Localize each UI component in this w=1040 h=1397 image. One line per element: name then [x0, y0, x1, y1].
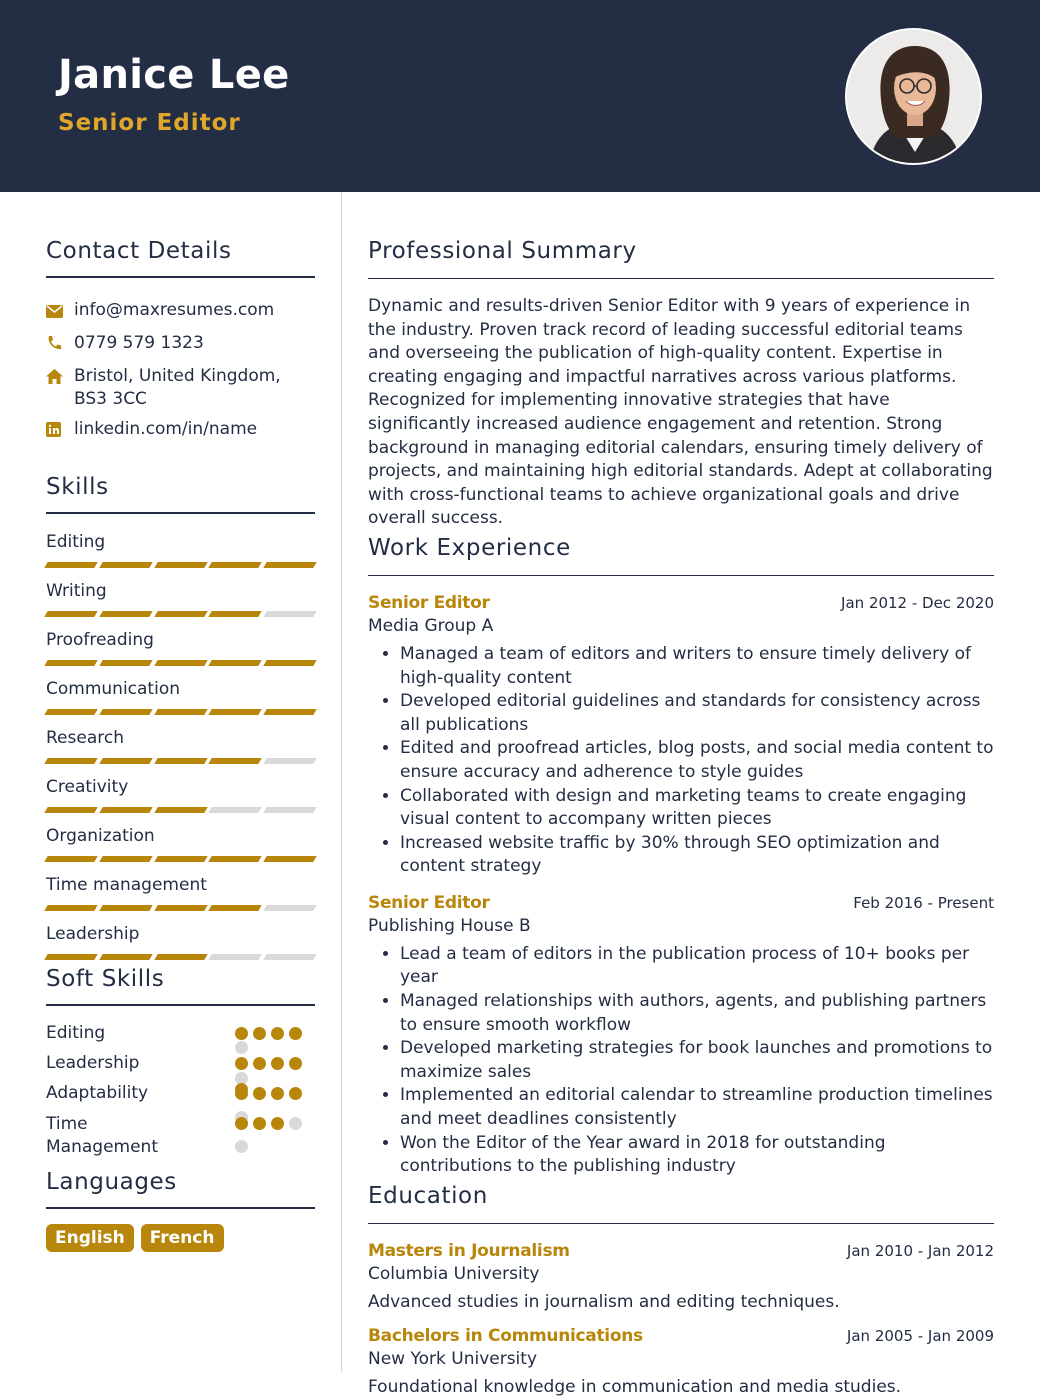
skill-name: Editing: [46, 532, 106, 552]
section-rule: [46, 1207, 315, 1209]
job-bullet: • Developed marketing strategies for book launches and promotions to maximize sales: [400, 1037, 994, 1084]
skill-level-bar: [46, 905, 315, 911]
contact-linkedin-text: linkedin.com/in/name: [74, 419, 258, 439]
skill-segment-filled: [44, 562, 97, 568]
skill-item: [46, 825, 315, 862]
skill-segment-filled: [263, 709, 316, 715]
skill-segment-filled: [44, 807, 97, 813]
job-bullet: • Lead a team of editors in the publication process of 10+ books per year: [400, 943, 994, 990]
job-organization: Media Group A: [368, 615, 494, 636]
soft-skill-row: [46, 1023, 315, 1053]
rating-dot: [253, 1027, 266, 1040]
soft-skill-name: Editing: [46, 1023, 106, 1043]
degree-title: Masters in Journalism: [368, 1240, 570, 1261]
rating-dot: [289, 1057, 302, 1070]
rating-dot: [289, 1027, 302, 1040]
rating-dot: [235, 1117, 248, 1130]
candidate-name: Janice Lee: [58, 52, 290, 98]
skills-list: [46, 531, 315, 960]
skill-level-bar: [46, 954, 315, 960]
languages-heading: Languages: [46, 1169, 177, 1195]
skill-level-bar: [46, 709, 315, 715]
skill-segment-filled: [99, 709, 152, 715]
skill-segment-filled: [99, 954, 152, 960]
skill-segment-filled: [209, 758, 262, 764]
soft-skill-rating: [245, 1053, 315, 1077]
skill-level-bar: [46, 856, 315, 862]
languages-section: [46, 1169, 315, 1252]
rating-dot: [271, 1117, 284, 1130]
rating-dot-empty: [289, 1117, 302, 1130]
contact-address-text: Bristol, United Kingdom, BS3 3CC: [74, 366, 281, 409]
soft-skill-row: [46, 1113, 315, 1169]
rating-dot: [271, 1057, 284, 1070]
job-bullet: • Implemented an editorial calendar to streamline production timelines and meet deadlines consistently: [400, 1084, 994, 1131]
skill-item: [46, 531, 315, 568]
contact-heading: Contact Details: [46, 238, 232, 264]
skill-segment-filled: [154, 758, 207, 764]
job-entry: [368, 593, 994, 879]
job-bullets: [400, 943, 994, 1179]
rating-dot-empty: [235, 1140, 248, 1153]
school-name: New York University: [368, 1348, 538, 1369]
skill-segment-filled: [44, 709, 97, 715]
soft-skill-rating: [245, 1023, 315, 1047]
skill-segment-filled: [99, 562, 152, 568]
column-divider: [341, 192, 342, 1372]
job-dates: Feb 2016 - Present: [853, 893, 994, 912]
job-entry: [368, 893, 994, 1179]
skill-item: [46, 776, 315, 813]
experience-heading: Work Experience: [368, 534, 571, 561]
skill-name: Leadership: [46, 924, 140, 944]
skill-segment-filled: [44, 905, 97, 911]
skill-segment-filled: [263, 562, 316, 568]
skill-item: [46, 629, 315, 666]
education-entry: [368, 1326, 994, 1397]
rating-dot: [253, 1057, 266, 1070]
skill-segment-empty: [209, 954, 262, 960]
section-rule: [368, 575, 994, 576]
skill-segment-filled: [154, 954, 207, 960]
section-rule: [368, 278, 994, 279]
job-bullet: • Collaborated with design and marketing teams to create engaging visual content to accompany written pieces: [400, 785, 994, 832]
skill-item: [46, 874, 315, 911]
skill-name: Communication: [46, 679, 180, 699]
contact-phone-text: 0779 579 1323: [74, 333, 204, 353]
skills-heading: Skills: [46, 474, 109, 500]
section-rule: [46, 512, 315, 514]
skill-name: Proofreading: [46, 630, 154, 650]
education-dates: Jan 2010 - Jan 2012: [846, 1241, 994, 1260]
skill-level-bar: [46, 611, 315, 617]
skill-segment-empty: [263, 758, 316, 764]
skill-segment-filled: [263, 660, 316, 666]
soft-skill-name: Leadership: [46, 1053, 140, 1073]
skill-segment-filled: [44, 954, 97, 960]
education-section: [368, 1183, 994, 1397]
skill-segment-filled: [99, 905, 152, 911]
skill-segment-filled: [209, 660, 262, 666]
left-column: [46, 192, 315, 1252]
skill-level-bar: [46, 807, 315, 813]
rating-dot: [271, 1027, 284, 1040]
skill-segment-filled: [154, 660, 207, 666]
soft-skill-name: Time Management: [46, 1114, 158, 1157]
job-organization: Publishing House B: [368, 915, 531, 936]
skill-name: Creativity: [46, 777, 129, 797]
education-description: Foundational knowledge in communication and media studies.: [368, 1376, 902, 1397]
skill-segment-filled: [209, 611, 262, 617]
summary-heading: Professional Summary: [368, 238, 637, 264]
skill-segment-filled: [209, 709, 262, 715]
rating-dot: [253, 1087, 266, 1100]
skill-item: [46, 727, 315, 764]
contact-phone[interactable]: [46, 332, 315, 358]
skill-segment-filled: [154, 905, 207, 911]
soft-skill-name: Adaptability: [46, 1083, 149, 1103]
skill-segment-filled: [209, 562, 262, 568]
education-heading: Education: [368, 1182, 488, 1209]
contact-address: [46, 365, 315, 411]
home-icon: [46, 365, 74, 411]
skill-segment-filled: [154, 611, 207, 617]
skills-section: [46, 474, 315, 960]
skill-segment-filled: [44, 611, 97, 617]
skill-segment-filled: [209, 905, 262, 911]
skill-segment-filled: [44, 856, 97, 862]
section-rule: [46, 276, 315, 278]
section-rule: [368, 1223, 994, 1224]
education-description: Advanced studies in journalism and editing techniques.: [368, 1291, 840, 1312]
skill-segment-filled: [44, 758, 97, 764]
language-badge: French: [141, 1224, 224, 1252]
summary-section: [368, 238, 994, 531]
skill-segment-filled: [99, 856, 152, 862]
linkedin-icon: [46, 418, 74, 444]
contact-linkedin[interactable]: [46, 418, 315, 444]
skill-level-bar: [46, 660, 315, 666]
profile-photo: [845, 28, 982, 165]
candidate-title: Senior Editor: [58, 110, 241, 136]
degree-title: Bachelors in Communications: [368, 1325, 643, 1346]
education-entry: [368, 1241, 994, 1312]
skill-name: Organization: [46, 826, 155, 846]
skill-segment-filled: [44, 660, 97, 666]
skill-item: [46, 678, 315, 715]
phone-icon: [46, 332, 74, 358]
summary-text: Dynamic and results-driven Senior Editor with 9 years of experience in the industry. Proven track record of leading successful editorial teams and overseeing the publication of high-quality content. Expertise in creating engaging and impactful narratives across various platforms. Recognized for implementing innovative strategies that have significantly increased audience engagement and retention. Strong background in managing editorial calendars, ensuring timely delivery of projects, and maintaining high editorial standards. Adept at collaborating with cross-functional teams to achieve organizational goals and drive overall success.: [368, 296, 993, 529]
skill-level-bar: [46, 562, 315, 568]
job-bullet: • Edited and proofread articles, blog posts, and social media content to ensure accuracy and adherence to style guides: [400, 737, 994, 784]
language-badge: English: [46, 1224, 134, 1252]
job-dates: Jan 2012 - Dec 2020: [841, 593, 994, 612]
resume-header: [0, 0, 1040, 192]
skill-name: Writing: [46, 581, 107, 601]
contact-email-text: info@maxresumes.com: [74, 300, 275, 320]
skill-segment-filled: [154, 807, 207, 813]
rating-dot: [289, 1087, 302, 1100]
job-bullets: [400, 643, 994, 879]
skill-item: [46, 580, 315, 617]
soft-skill-rating: [245, 1083, 315, 1107]
skill-segment-filled: [99, 660, 152, 666]
skill-segment-filled: [154, 856, 207, 862]
skill-segment-filled: [154, 709, 207, 715]
skill-segment-empty: [263, 611, 316, 617]
soft-skill-rating: [245, 1113, 315, 1163]
job-title: Senior Editor: [368, 592, 490, 613]
experience-section: [368, 535, 994, 1179]
skill-segment-filled: [209, 856, 262, 862]
school-name: Columbia University: [368, 1263, 540, 1284]
job-bullet: • Won the Editor of the Year award in 2018 for outstanding contributions to the publishing industry: [400, 1132, 994, 1179]
skill-segment-filled: [154, 562, 207, 568]
rating-dot: [271, 1087, 284, 1100]
job-bullet: • Managed relationships with authors, agents, and publishing partners to ensure smooth workflow: [400, 990, 994, 1037]
skill-item: [46, 923, 315, 960]
skill-name: Research: [46, 728, 124, 748]
envelope-icon: [46, 299, 74, 325]
rating-dot: [235, 1057, 248, 1070]
job-bullet: • Managed a team of editors and writers to ensure timely delivery of high-quality content: [400, 643, 994, 690]
education-dates: Jan 2005 - Jan 2009: [846, 1326, 994, 1345]
skill-segment-empty: [263, 905, 316, 911]
soft-skill-row: [46, 1053, 315, 1083]
skill-segment-empty: [263, 807, 316, 813]
skill-name: Time management: [46, 875, 207, 895]
skill-segment-empty: [209, 807, 262, 813]
skill-segment-filled: [263, 856, 316, 862]
contact-email[interactable]: [46, 299, 315, 325]
soft-skill-row: [46, 1083, 315, 1113]
contact-section: [46, 238, 315, 444]
skill-level-bar: [46, 758, 315, 764]
soft-skills-heading: Soft Skills: [46, 966, 165, 992]
rating-dot: [235, 1027, 248, 1040]
skill-segment-empty: [263, 954, 316, 960]
rating-dot: [253, 1117, 266, 1130]
job-bullet: • Increased website traffic by 30% through SEO optimization and content strategy: [400, 832, 994, 879]
soft-skills-section: [46, 966, 315, 1169]
job-bullet: • Developed editorial guidelines and standards for consistency across all publications: [400, 690, 994, 737]
rating-dot: [235, 1087, 248, 1100]
skill-segment-filled: [99, 758, 152, 764]
skill-segment-filled: [99, 611, 152, 617]
skill-segment-filled: [99, 807, 152, 813]
right-column: [368, 192, 994, 1397]
section-rule: [46, 1004, 315, 1006]
job-title: Senior Editor: [368, 892, 490, 913]
